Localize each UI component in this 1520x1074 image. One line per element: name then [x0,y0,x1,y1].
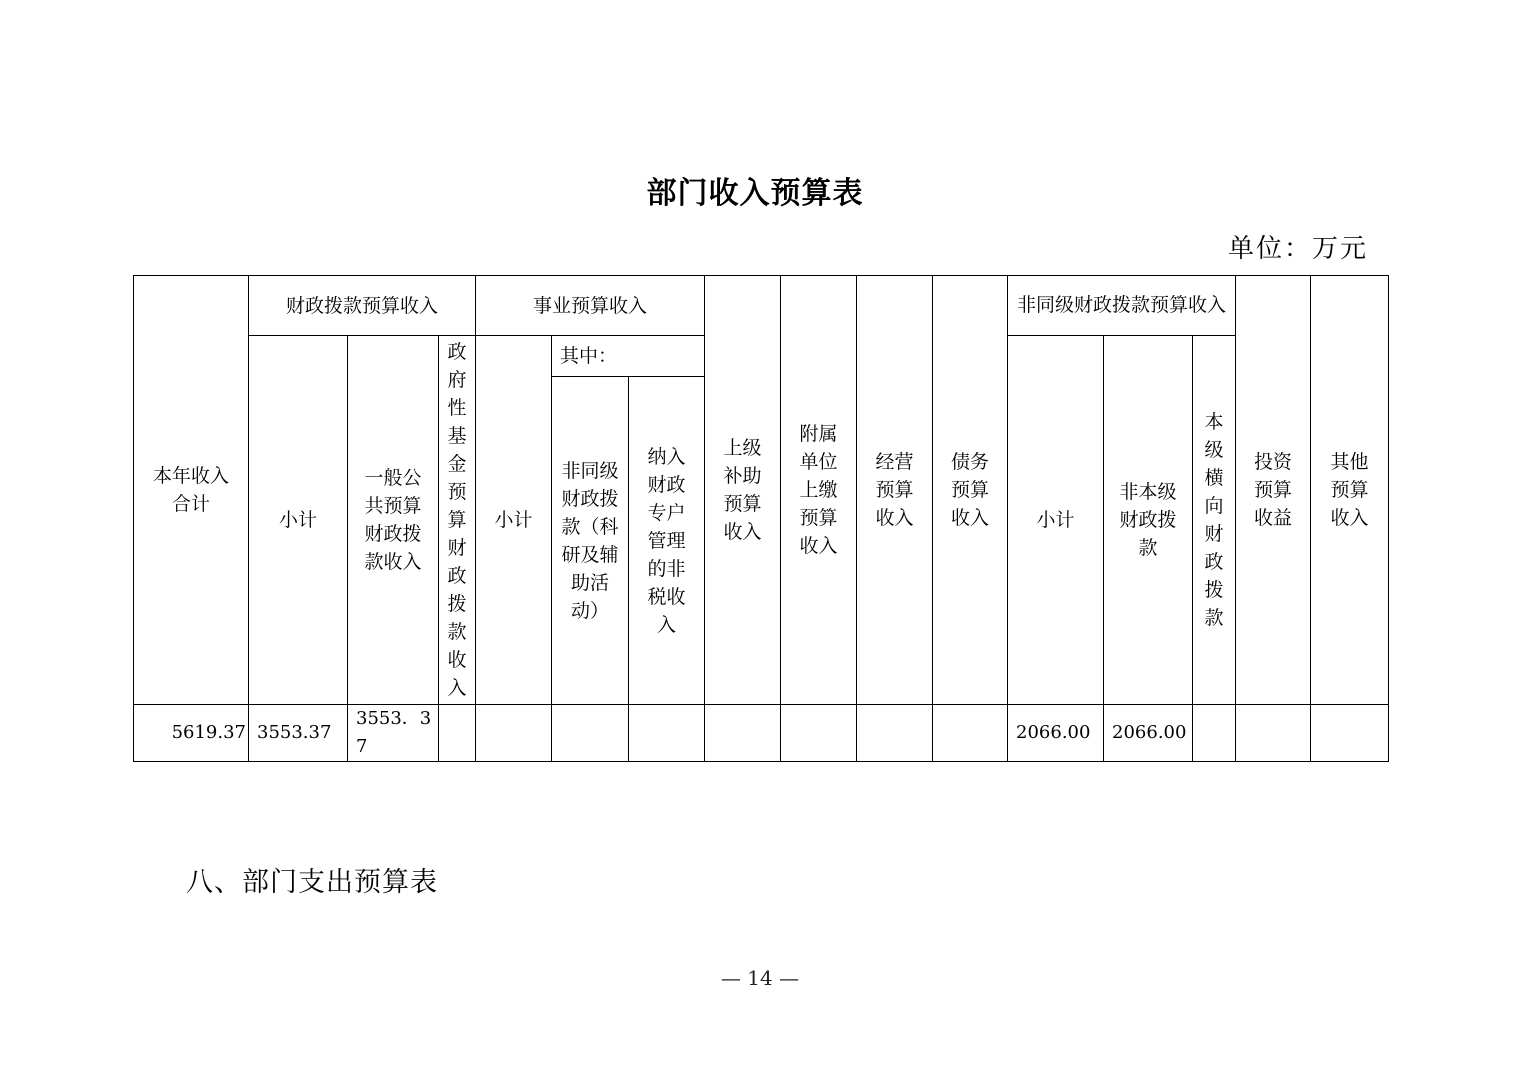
header-nonlevel-group: 非同级财政拨款预算收入 [1008,276,1236,336]
header-fiscal-gov-fund [439,336,476,705]
header-operating [857,276,933,705]
page-number: — 14 — [720,966,800,990]
header-business-nonlevel [552,377,629,705]
cell-total: 5619.37 [134,705,249,762]
header-fiscal-gov-fund-text: 政府性基金预算财政拨款收入 [447,341,467,699]
header-other [1311,276,1389,705]
section-heading: 八、部门支出预算表 [186,867,438,898]
header-investment [1236,276,1311,705]
cell-debt [933,705,1008,762]
header-superior-subsidy-text: 上级补助预算收入 [723,437,762,543]
cell-investment [1236,705,1311,762]
cell-fiscal-general: 3553．37 [348,705,439,762]
header-nonlevel-horizontal-text: 本级横向财政拨款 [1204,411,1224,629]
header-debt [933,276,1008,705]
header-operating-text: 经营预算收入 [875,451,914,529]
cell-nonlevel-subtotal: 2066.00 [1008,705,1104,762]
header-fiscal-general [348,336,439,705]
cell-fiscal-subtotal: 3553.37 [249,705,348,762]
cell-affiliated-unit [781,705,857,762]
cell-nonlevel-non-local: 2066.00 [1104,705,1193,762]
cell-business-subtotal [476,705,552,762]
header-nonlevel-non-local-text: 非本级财政拨款 [1119,481,1177,559]
cell-operating [857,705,933,762]
header-superior-subsidy [705,276,781,705]
header-fiscal-subtotal: 小计 [249,336,348,705]
unit-label: 单位：万元 [1228,234,1369,264]
header-business-subtotal: 小计 [476,336,552,705]
cell-nonlevel-horizontal [1193,705,1236,762]
header-nonlevel-subtotal: 小计 [1008,336,1104,705]
header-business-nontax [629,377,705,705]
header-nonlevel-horizontal [1193,336,1236,705]
cell-fiscal-gov-fund [439,705,476,762]
header-other-text: 其他预算收入 [1330,451,1369,529]
cell-business-nonlevel [552,705,629,762]
header-business-group: 事业预算收入 [476,276,705,336]
header-nonlevel-non-local [1104,336,1193,705]
header-business-nonlevel-text: 非同级财政拨款（科研及辅助活动） [561,459,619,622]
header-total: 本年收入合计 [134,276,249,705]
header-investment-text: 投资预算收益 [1254,451,1293,529]
cell-superior-subsidy [705,705,781,762]
header-affiliated-unit [781,276,857,705]
header-fiscal-general-text: 一般公共预算财政拨款收入 [364,467,422,573]
page-title: 部门收入预算表 [646,176,864,211]
header-business-of-which: 其中： [552,336,705,377]
income-budget-table [133,275,1389,762]
header-fiscal-group: 财政拨款预算收入 [249,276,476,336]
cell-business-nontax [629,705,705,762]
header-affiliated-unit-text: 附属单位上缴预算收入 [799,423,838,557]
header-debt-text: 债务预算收入 [951,451,990,529]
cell-other [1311,705,1389,762]
table-row [134,705,1389,762]
header-business-nontax-text: 纳入财政专户管理的非税收入 [647,445,686,636]
